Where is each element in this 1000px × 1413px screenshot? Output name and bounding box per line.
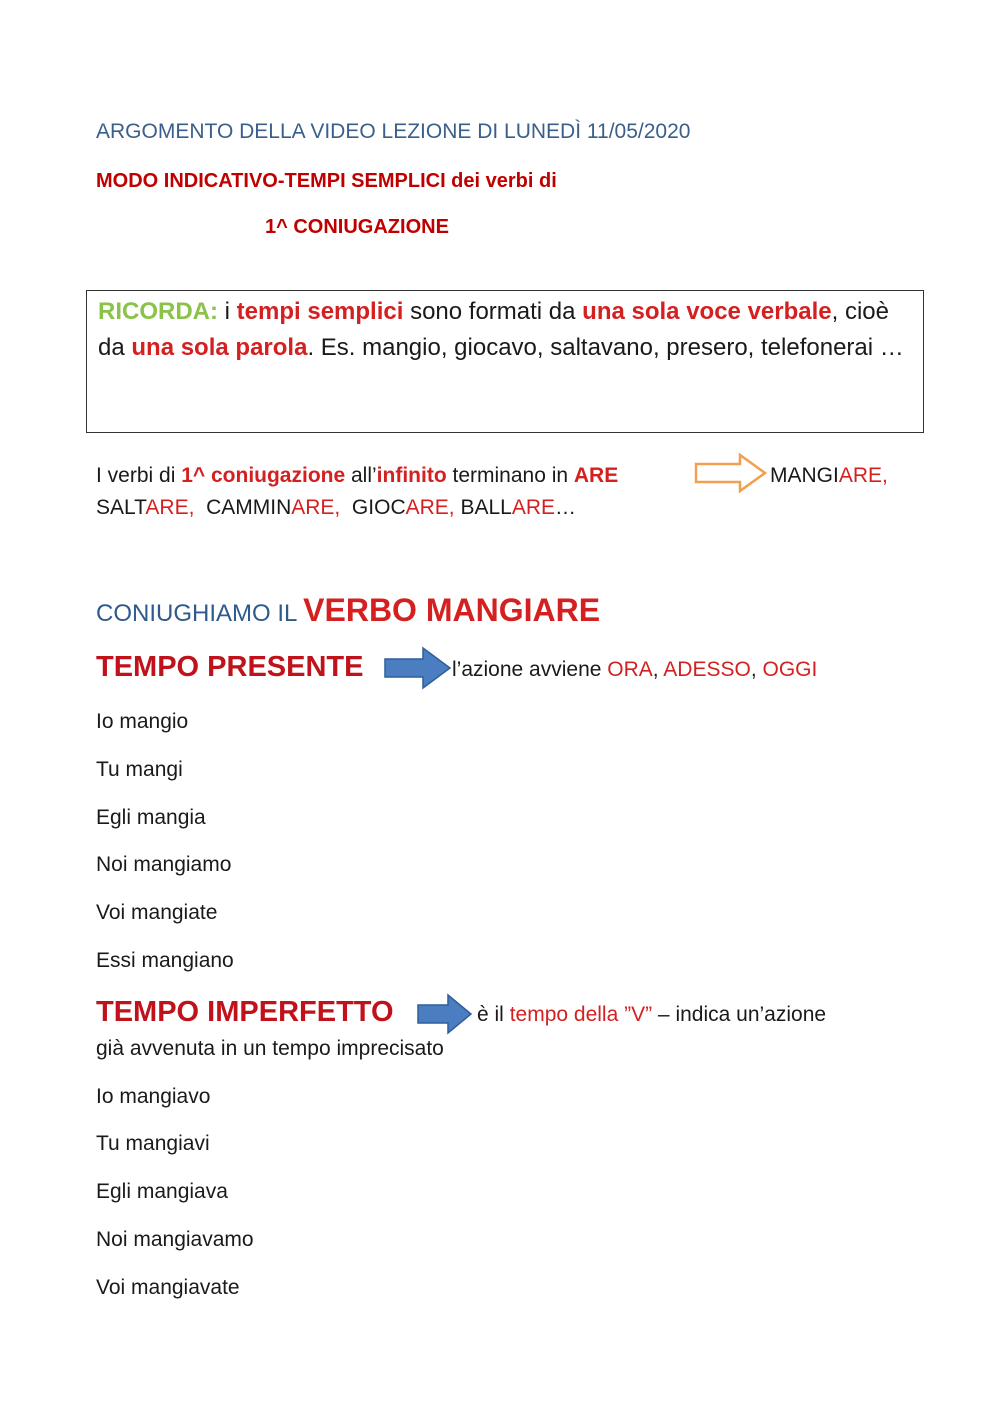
tempo-imperfetto-description-2: già avvenuta in un tempo imprecisato [96,1037,444,1060]
infinito-line-1 [96,464,618,488]
presente-form-essi: Essi mangiano [96,949,234,972]
ricorda-text-1: i [218,298,237,325]
tempo-imperfetto-description [477,1003,826,1027]
presente-word-ora: ORA [607,658,653,681]
example-ellipsis: … [555,496,577,519]
example-root-ball: BALL [454,496,512,519]
tempo-presente-description [452,658,817,682]
imperfetto-form-io: Io mangiavo [96,1085,211,1108]
presente-form-egli: Egli mangia [96,806,206,829]
presente-form-voi: Voi mangiate [96,901,218,924]
example-ending-are: ARE, [291,496,341,519]
presente-form-tu: Tu mangi [96,758,183,781]
imperfetto-desc-1: è il [477,1003,510,1026]
blue-arrow-icon [383,646,453,690]
document-subtitle: MODO INDICATIVO-TEMPI SEMPLICI dei verbi di [96,170,557,192]
presente-sep-1: , [652,658,664,681]
example-ending-are: ARE, [838,464,888,487]
infinito-highlight-coniugazione: 1^ coniugazione [181,464,346,487]
tempo-imperfetto-heading: TEMPO IMPERFETTO [96,996,394,1028]
infinito-highlight-are: ARE [573,464,619,487]
ricorda-text-4: . Es. mangio, giocavo, saltavano, presero, telefonerai … [307,334,904,361]
ricorda-highlight-tempi-semplici: tempi semplici [236,298,404,325]
ricorda-text-2: sono formati da [403,298,583,325]
presente-desc-text: l’azione avviene [452,658,608,681]
example-ending-are: ARE, [145,496,195,519]
presente-word-adesso: ADESSO [663,658,751,681]
example-root-gioc: GIOC [340,496,406,519]
infinito-line-2 [96,496,576,520]
imperfetto-form-egli: Egli mangiava [96,1180,228,1203]
document-title: ARGOMENTO DELLA VIDEO LEZIONE DI LUNEDÌ 11/05/2020 [96,120,691,143]
example-root-cammin: CAMMIN [194,496,292,519]
example-ending-are: ARE, [405,496,455,519]
infinito-example-1 [770,464,888,488]
example-root-mangi: MANGI [770,464,839,487]
infinito-text-1: I verbi di [96,464,182,487]
tempo-presente-heading: TEMPO PRESENTE [96,651,364,683]
ricorda-highlight-una-sola-voce: una sola voce verbale [582,298,832,325]
imperfetto-form-voi: Voi mangiavate [96,1276,240,1299]
presente-word-oggi: OGGI [762,658,818,681]
coniughiamo-prefix: CONIUGHIAMO IL [96,600,304,627]
infinito-highlight-infinito: infinito [376,464,447,487]
coniughiamo-verb: VERBO MANGIARE [303,592,601,628]
example-ending-are: ARE [511,496,556,519]
imperfetto-form-noi: Noi mangiavamo [96,1228,254,1251]
presente-sep-2: , [750,658,763,681]
infinito-text-3: terminano in [446,464,574,487]
orange-arrow-icon [694,452,768,494]
infinito-text-2: all’ [345,464,377,487]
imperfetto-desc-3: – indica un’azione [652,1003,827,1026]
imperfetto-desc-highlight: tempo della ”V” [509,1003,653,1026]
imperfetto-form-tu: Tu mangiavi [96,1132,210,1155]
blue-arrow-icon [416,993,474,1035]
ricorda-label: RICORDA: [98,298,218,325]
document-subtitle-conjugation: 1^ CONIUGAZIONE [265,216,449,238]
ricorda-text-3: , cioè da [98,298,890,361]
section-title-coniughiamo [96,592,600,629]
example-root-salt: SALT [96,496,146,519]
presente-form-io: Io mangio [96,710,189,733]
ricorda-highlight-una-sola-parola: una sola parola [131,334,308,361]
ricorda-text [98,294,908,366]
presente-form-noi: Noi mangiamo [96,853,232,876]
